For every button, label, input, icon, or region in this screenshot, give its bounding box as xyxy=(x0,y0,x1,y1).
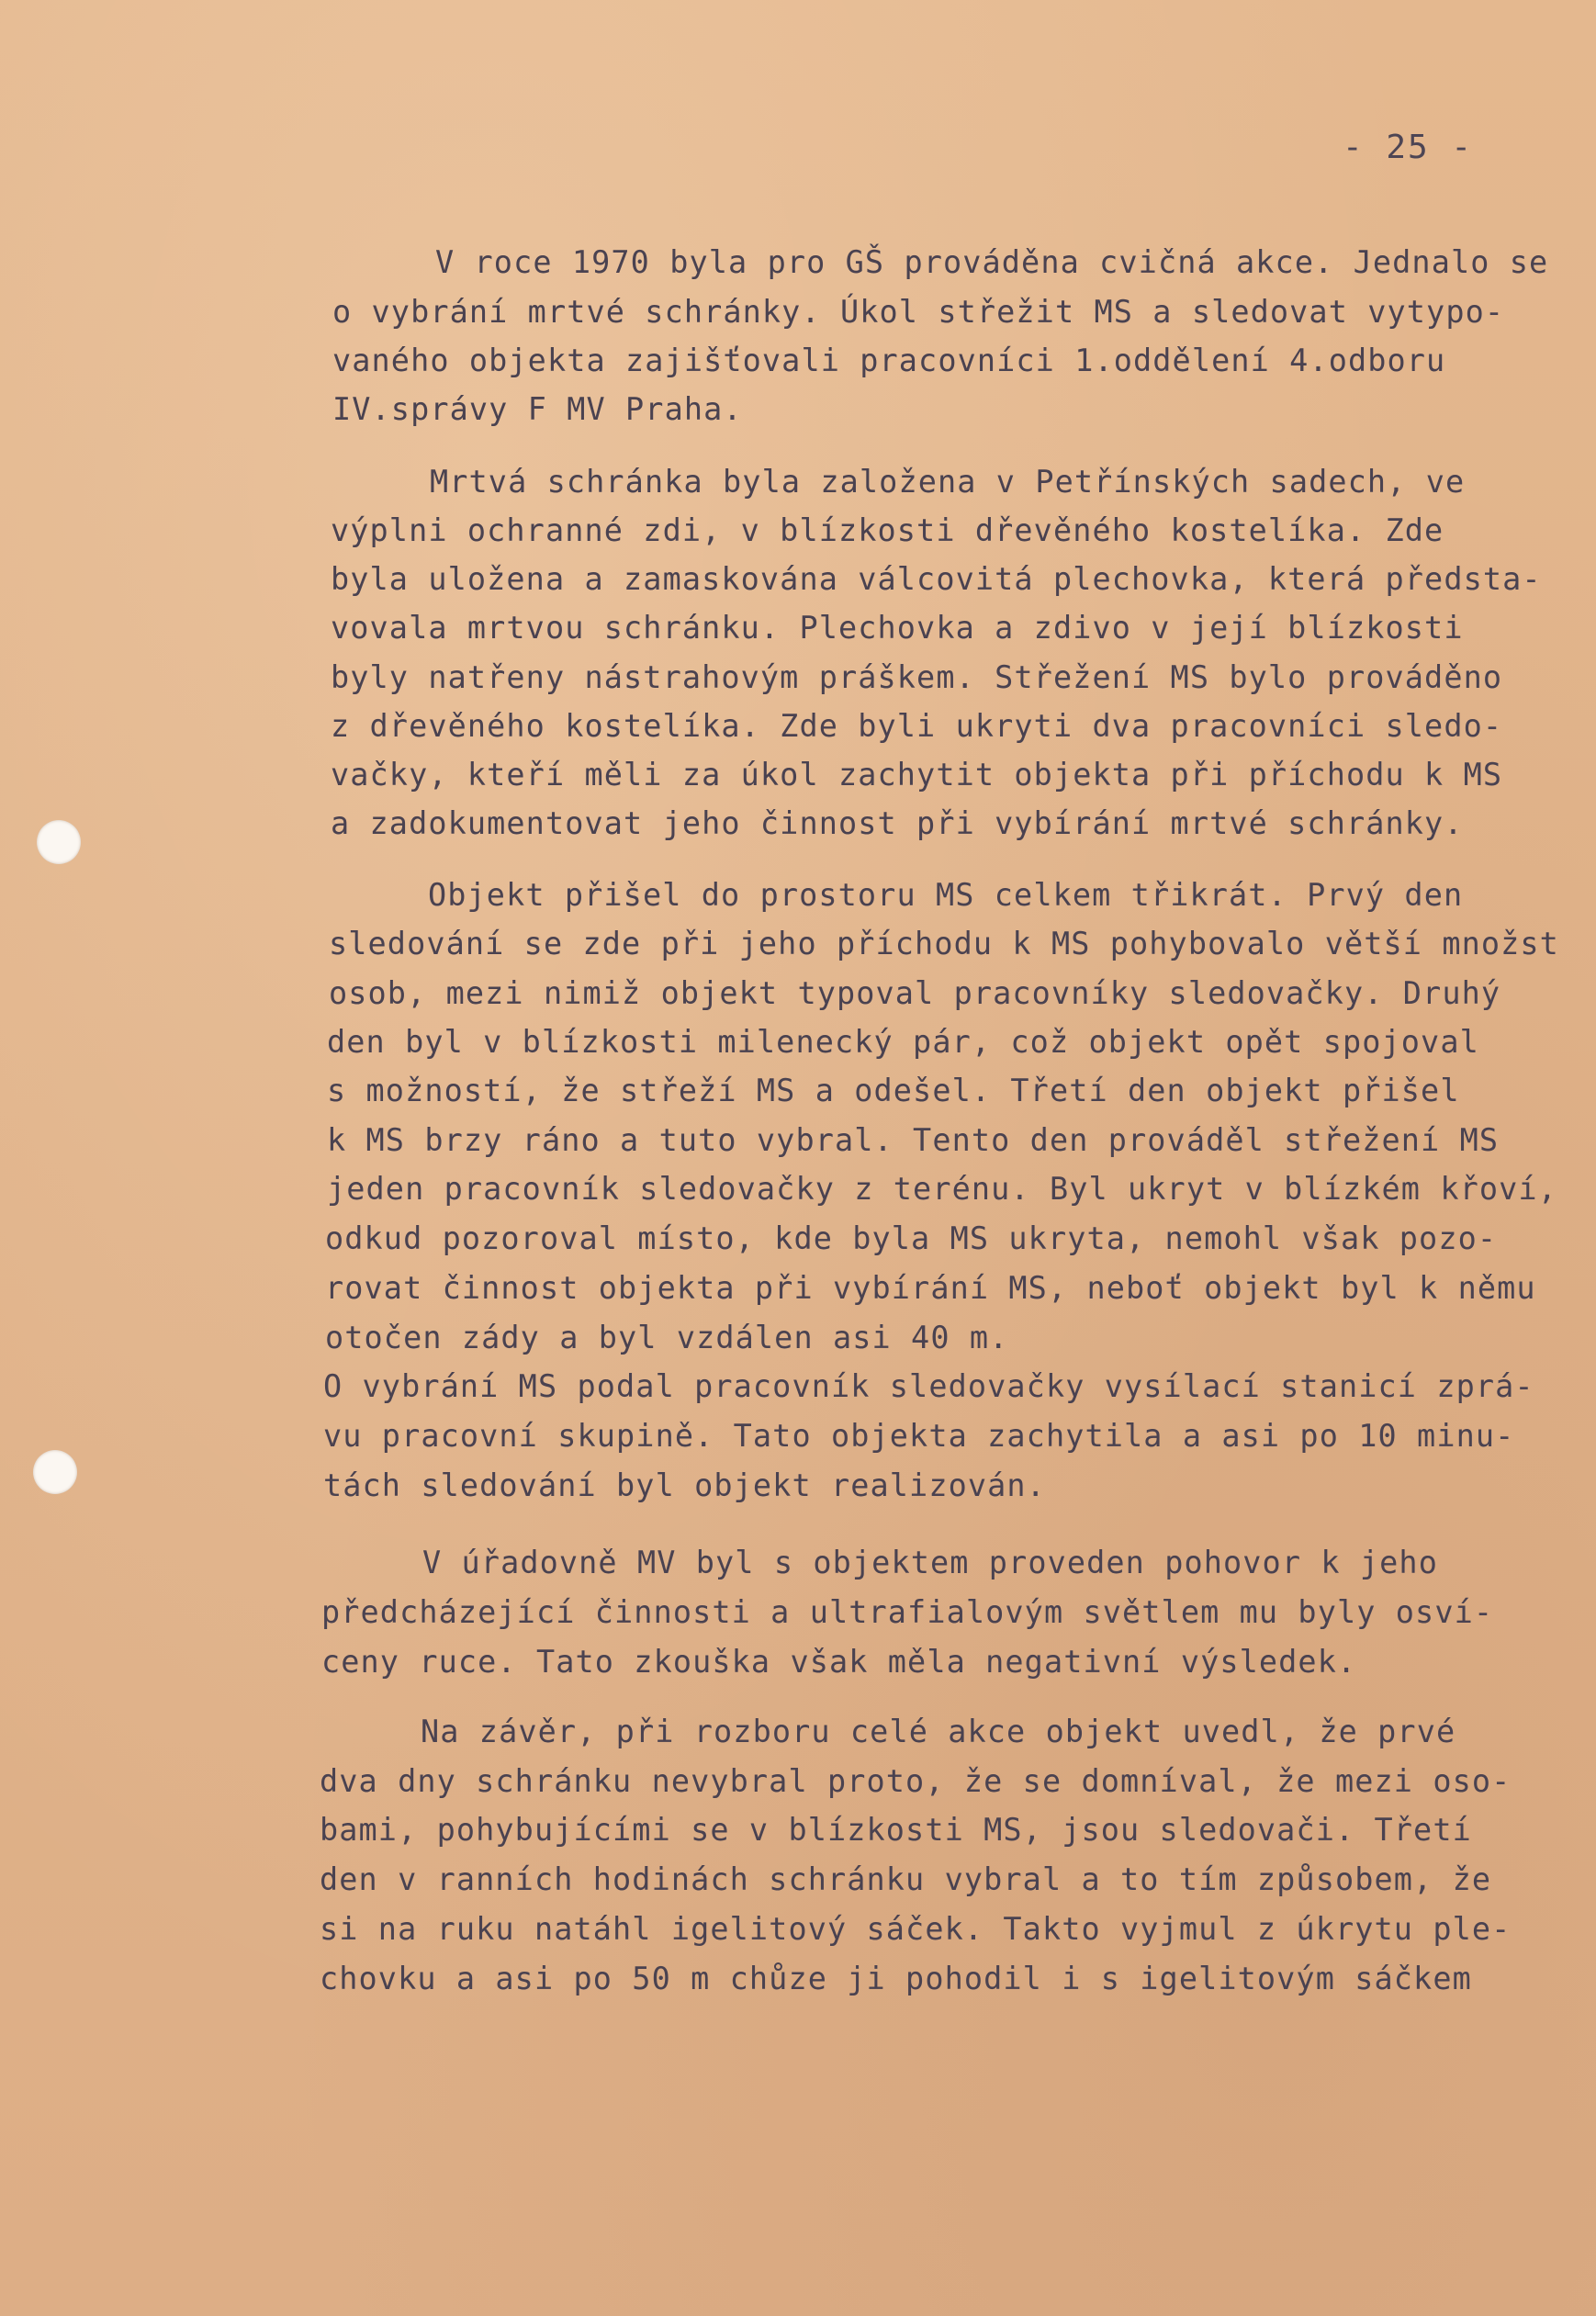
text-line: si na ruku natáhl igelitový sáček. Takto vyjmul z úkrytu ple- xyxy=(320,1911,1512,1947)
text-line: předcházející činnosti a ultrafialovým světlem mu byly osví- xyxy=(321,1594,1494,1630)
text-line: byla uložena a zamaskována válcovitá plechovka, která předsta- xyxy=(331,561,1542,597)
text-line: ceny ruce. Tato zkouška však měla negativní výsledek. xyxy=(321,1644,1357,1680)
text-line: jeden pracovník sledovačky z terénu. Byl ukryt v blízkém křoví, xyxy=(327,1171,1557,1207)
text-line: Mrtvá schránka byla založena v Petřínských sadech, ve xyxy=(430,464,1466,500)
text-line: vačky, kteří měli za úkol zachytit objekta při příchodu k MS xyxy=(331,757,1503,793)
text-line: Objekt přišel do prostoru MS celkem třikrát. Prvý den xyxy=(428,877,1464,913)
text-line: IV.správy F MV Praha. xyxy=(332,391,743,427)
text-line: vaného objekta zajišťovali pracovníci 1.oddělení 4.odboru xyxy=(332,343,1446,378)
text-line: o vybrání mrtvé schránky. Úkol střežit MS a sledovat vytypo- xyxy=(332,294,1505,330)
page-number: - 25 - xyxy=(1343,129,1474,166)
text-line: otočen zády a byl vzdálen asi 40 m. xyxy=(325,1320,1009,1355)
text-line: tách sledování byl objekt realizován. xyxy=(323,1467,1046,1503)
text-line: V úřadovně MV byl s objektem proveden pohovor k jeho xyxy=(422,1545,1438,1580)
text-line: s možností, že střeží MS a odešel. Třetí den objekt přišel xyxy=(327,1073,1460,1108)
text-line: odkud pozoroval místo, kde byla MS ukryta, nemohl však pozo- xyxy=(325,1220,1498,1256)
text-line: bami, pohybujícími se v blízkosti MS, jsou sledovači. Třetí xyxy=(320,1812,1472,1848)
text-line: dva dny schránku nevybral proto, že se domníval, že mezi oso- xyxy=(320,1763,1512,1799)
text-line: Na závěr, při rozboru celé akce objekt uvedl, že prvé xyxy=(421,1714,1456,1749)
text-line: den byl v blízkosti milenecký pár, což objekt opět spojoval xyxy=(327,1024,1479,1060)
punch-hole xyxy=(33,1450,77,1494)
text-line: O vybrání MS podal pracovník sledovačky vysílací stanicí zprá- xyxy=(323,1368,1534,1404)
text-line: vu pracovní skupině. Tato objekta zachytila a asi po 10 minu- xyxy=(323,1418,1515,1454)
text-line: den v ranních hodinách schránku vybral a to tím způsobem, že xyxy=(320,1861,1492,1897)
text-line: rovat činnost objekta při vybírání MS, neboť objekt byl k němu xyxy=(325,1270,1536,1306)
text-line: V roce 1970 byla pro GŠ prováděna cvičná akce. Jednalo se xyxy=(435,244,1549,280)
text-line: z dřevěného kostelíka. Zde byli ukryti dva pracovníci sledo- xyxy=(331,708,1503,744)
text-line: výplni ochranné zdi, v blízkosti dřevěného kostelíka. Zde xyxy=(331,512,1444,548)
text-line: byly natřeny nástrahovým práškem. Střežení MS bylo prováděno xyxy=(331,659,1503,695)
text-line: sledování se zde při jeho příchodu k MS pohybovalo větší množst xyxy=(329,926,1559,961)
text-line: vovala mrtvou schránku. Plechovka a zdivo v její blízkosti xyxy=(331,610,1464,646)
text-line: chovku a asi po 50 m chůze ji pohodil i s igelitovým sáčkem xyxy=(320,1961,1472,1996)
punch-hole xyxy=(37,820,81,864)
text-line: k MS brzy ráno a tuto vybral. Tento den prováděl střežení MS xyxy=(327,1122,1500,1158)
text-line: osob, mezi nimiž objekt typoval pracovníky sledovačky. Druhý xyxy=(329,975,1501,1011)
text-line: a zadokumentovat jeho činnost při vybírání mrtvé schránky. xyxy=(331,805,1464,841)
